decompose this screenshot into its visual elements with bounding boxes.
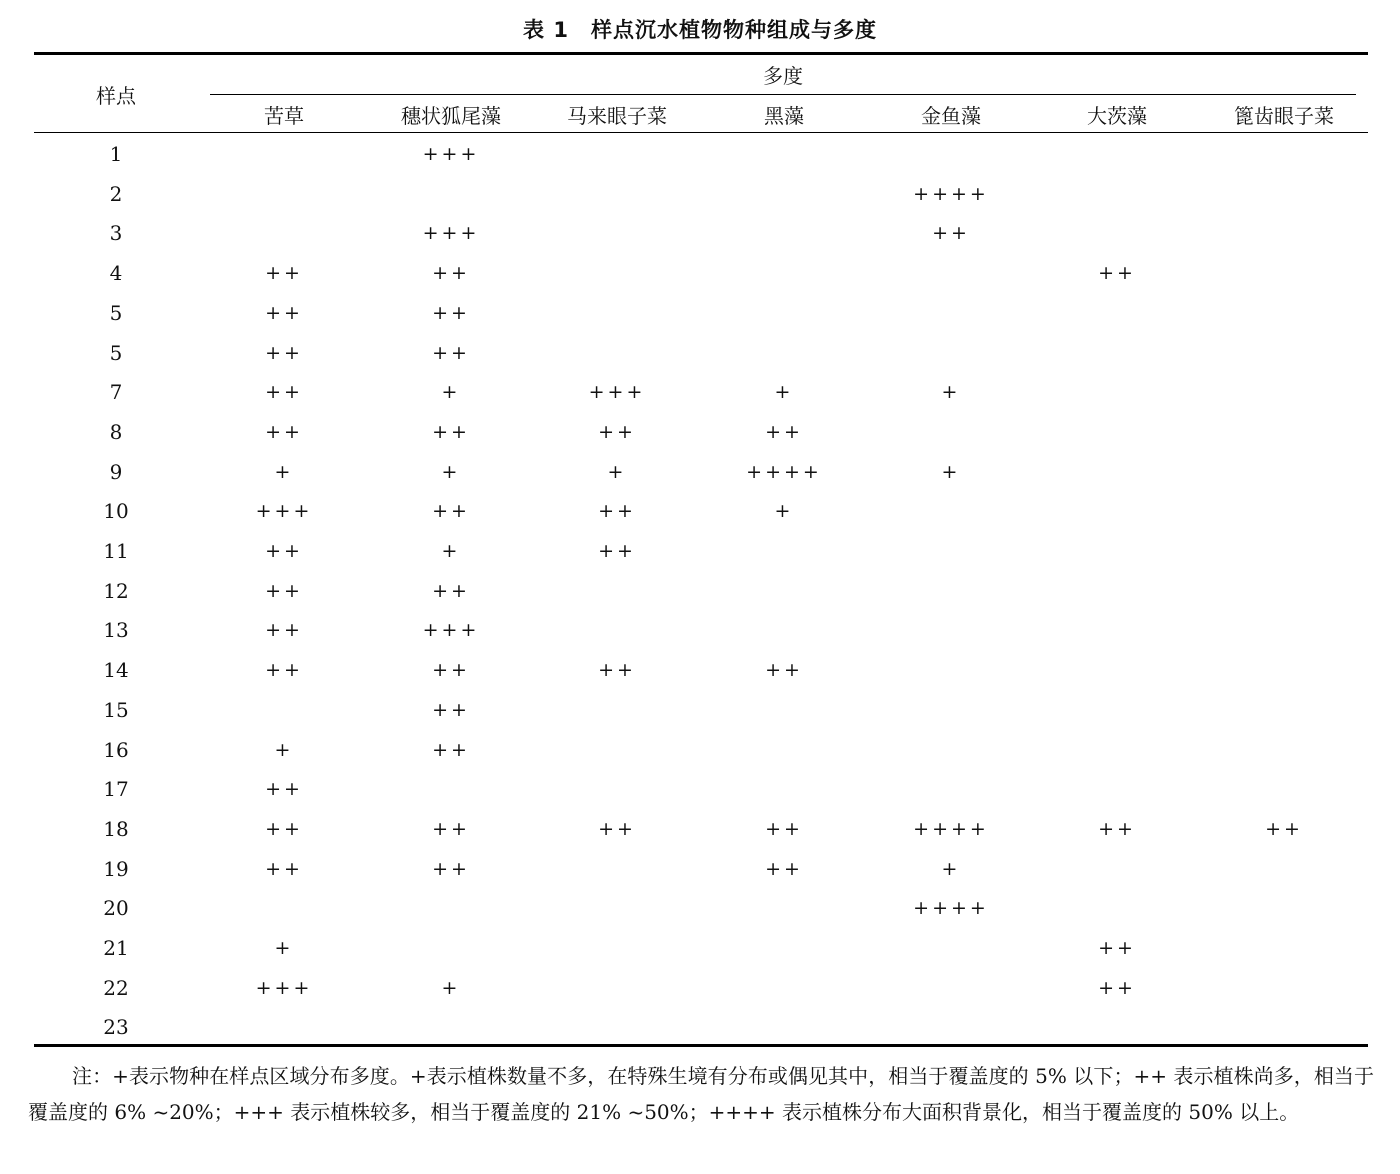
abundance-cell: ++ [265, 778, 303, 801]
abundance-cell: ++ [1098, 817, 1136, 840]
site-number-cell: 8 [109, 419, 123, 444]
abundance-cell: + [941, 381, 961, 404]
abundance-cell: +++ [255, 500, 313, 523]
site-number-cell: 10 [103, 499, 129, 524]
abundance-cell: ++ [265, 857, 303, 880]
abundance-cell: +++ [588, 381, 646, 404]
abundance-cell: ++ [265, 540, 303, 562]
abundance-cell: + [774, 381, 794, 404]
abundance-cell: ++++ [913, 817, 989, 840]
site-number-cell: 13 [103, 618, 129, 643]
site-number-cell: 22 [103, 975, 129, 1000]
site-number-cell: 1 [109, 142, 123, 166]
abundance-cell: +++ [422, 143, 480, 165]
species-column-header: 黑藻 [764, 104, 804, 128]
abundance-cell: ++ [432, 698, 470, 721]
abundance-cell: ++ [432, 341, 470, 364]
site-number-cell: 3 [109, 221, 123, 246]
abundance-cell: ++ [432, 738, 470, 761]
abundance-cell: + [441, 540, 461, 562]
abundance-cell: ++ [265, 817, 303, 840]
top-rule [34, 52, 1368, 55]
abundance-group-header: 多度 [763, 64, 803, 88]
site-number-cell: 5 [109, 300, 123, 325]
abundance-cell: + [441, 381, 461, 404]
abundance-cell: +++ [422, 222, 480, 245]
site-number-cell: 4 [109, 261, 123, 286]
abundance-cell: ++ [265, 420, 303, 443]
abundance-cell: + [941, 460, 961, 483]
group-header-rule [210, 94, 1356, 95]
abundance-cell: + [774, 500, 794, 523]
abundance-cell: ++ [265, 579, 303, 602]
abundance-cell: ++ [1098, 976, 1136, 999]
site-number-cell: 7 [109, 380, 123, 405]
species-column-header: 马来眼子菜 [567, 104, 667, 128]
table-number: 表 1 [523, 18, 569, 42]
abundance-cell: ++ [598, 420, 636, 443]
abundance-cell: ++ [265, 262, 303, 285]
species-column-header: 篦齿眼子菜 [1234, 104, 1334, 128]
abundance-cell: ++ [265, 659, 303, 682]
abundance-cell: ++ [432, 579, 470, 602]
abundance-cell: ++ [1098, 262, 1136, 285]
abundance-cell: ++ [265, 301, 303, 324]
abundance-cell: + [941, 857, 961, 880]
species-column-header: 穗状狐尾藻 [401, 104, 501, 128]
site-number-cell: 18 [103, 816, 129, 841]
table-title: 样点沉水植物物种组成与多度 [590, 18, 877, 42]
site-number-cell: 21 [103, 936, 129, 960]
abundance-cell: ++ [432, 262, 470, 285]
abundance-cell: ++ [432, 857, 470, 880]
species-column-header: 金鱼藻 [921, 104, 981, 128]
abundance-cell: + [274, 738, 294, 761]
abundance-cell: ++ [265, 381, 303, 404]
abundance-cell: ++++ [913, 182, 989, 205]
site-number-cell: 9 [109, 459, 123, 484]
abundance-cell: ++ [598, 659, 636, 682]
abundance-cell: +++ [422, 619, 480, 642]
abundance-cell: ++ [598, 817, 636, 840]
species-column-header: 苦草 [264, 104, 304, 128]
abundance-cell: ++ [598, 540, 636, 562]
table-caption [0, 14, 1400, 44]
site-number-cell: 12 [103, 578, 129, 603]
abundance-cell: ++ [1098, 937, 1136, 959]
bottom-rule [34, 1044, 1368, 1047]
table-note: 注：+表示物种在样点区域分布多度。+表示植株数量不多，在特殊生境有分布或偶见其中，相当于覆盖度的 5% 以下；++ 表示植株尚多，相当于覆盖度的 6% ~20%；+++ 表示植株较多，相当于覆盖度的 21% ~50%；++++ 表示植株分布大面积背景化，相当于覆盖度的 50% 以上。 [28, 1064, 1374, 1124]
abundance-cell: ++ [765, 857, 803, 880]
site-number-cell: 15 [103, 697, 129, 722]
sample-column-header: 样点 [96, 84, 136, 108]
abundance-cell: ++ [765, 420, 803, 443]
abundance-cell: ++ [765, 817, 803, 840]
abundance-cell: + [274, 937, 294, 959]
abundance-cell: + [274, 460, 294, 483]
abundance-cell: ++ [432, 659, 470, 682]
site-number-cell: 17 [103, 777, 129, 802]
site-number-cell: 14 [103, 658, 129, 683]
abundance-cell: ++ [932, 222, 970, 245]
header-rule [34, 132, 1368, 133]
abundance-cell: ++ [765, 659, 803, 682]
abundance-cell: ++ [1265, 817, 1303, 840]
abundance-cell: ++ [432, 420, 470, 443]
abundance-cell: ++ [432, 301, 470, 324]
abundance-cell: + [441, 976, 461, 999]
site-number-cell: 11 [103, 539, 129, 563]
abundance-cell: + [607, 460, 627, 483]
abundance-cell: ++ [432, 817, 470, 840]
abundance-cell: ++++ [913, 897, 989, 920]
species-column-header: 大茨藻 [1087, 104, 1147, 128]
site-number-cell: 16 [103, 737, 129, 762]
site-number-cell: 2 [109, 181, 123, 206]
site-number-cell: 20 [103, 896, 129, 921]
site-number-cell: 19 [103, 856, 129, 881]
abundance-cell: ++ [432, 500, 470, 523]
abundance-cell: +++ [255, 976, 313, 999]
abundance-cell: + [441, 460, 461, 483]
abundance-cell: ++++ [746, 460, 822, 483]
site-number-cell: 23 [103, 1015, 129, 1040]
abundance-cell: ++ [265, 341, 303, 364]
site-number-cell: 5 [109, 340, 123, 365]
abundance-cell: ++ [598, 500, 636, 523]
abundance-cell: ++ [265, 619, 303, 642]
